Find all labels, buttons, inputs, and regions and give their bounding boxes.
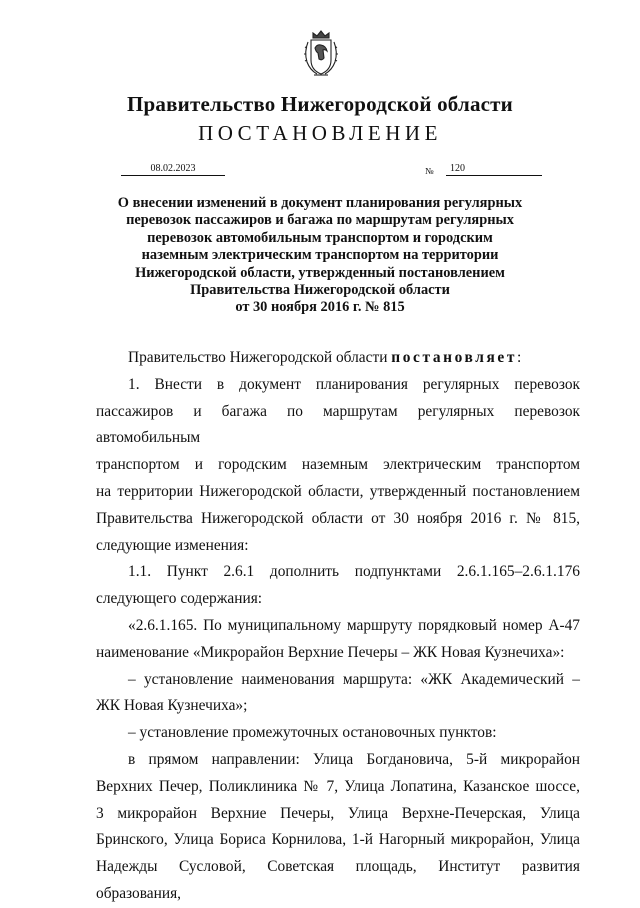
- document-type: ПОСТАНОВЛЕНИЕ: [198, 121, 442, 145]
- intro-paragraph: [96, 345, 580, 372]
- subject-line: перевозок пассажиров и багажа по маршрутам регулярных: [126, 212, 514, 229]
- body-line: пассажиров и багажа по маршрутам регулярных перевозок автомобильным: [96, 402, 580, 447]
- body-line: Бринского, Улица Бориса Корнилова, 1-й Нагорный микрорайон, Улица: [96, 831, 580, 849]
- body-line: 1. Внести в документ планирования регулярных перевозок: [128, 375, 580, 393]
- subject-line: Правительства Нижегородской области: [190, 282, 450, 299]
- subject-line: перевозок автомобильным транспортом и городским: [147, 229, 493, 246]
- body-line: Надежды Сусловой, Советская площадь, Институт развития образования,: [96, 858, 580, 902]
- body-line: – установление промежуточных остановочных пунктов:: [128, 724, 497, 742]
- decree-subject: [70, 195, 570, 317]
- body-line: 3 микрорайон Верхние Печеры, Улица Верхне-Печерская, Улица: [96, 804, 580, 822]
- intro-verb: постановляет: [391, 349, 517, 366]
- body-line: – установление наименования маршрута: «ЖК Академический –: [128, 670, 580, 688]
- decree-date: 08.02.2023: [121, 163, 225, 176]
- subject-line: Нижегородской области, утвержденный постановлением: [135, 264, 505, 281]
- body-line: следующего содержания:: [96, 590, 263, 608]
- body-line: на территории Нижегородской области, утвержденный постановлением: [96, 482, 580, 500]
- body-line: Правительства Нижегородской области от 30 ноября 2016 г. № 815,: [96, 509, 580, 527]
- number-label: №: [425, 166, 434, 176]
- coat-of-arms-icon: [302, 28, 340, 78]
- intro-text: Правительство Нижегородской области: [128, 349, 388, 366]
- government-name: Правительство Нижегородской области: [127, 92, 513, 116]
- decree-body: [96, 345, 580, 908]
- body-line: транспортом и городским наземным электрическим транспортом: [96, 456, 580, 474]
- body-line: 1.1. Пункт 2.6.1 дополнить подпунктами 2.6.1.165–2.6.1.176: [128, 563, 580, 581]
- body-line: ЖК Новая Кузнечиха»;: [96, 697, 248, 715]
- body-line: следующие изменения:: [96, 536, 249, 554]
- body-line: наименование «Микрорайон Верхние Печеры – ЖК Новая Кузнечиха»:: [96, 643, 565, 661]
- subject-line: наземным электрическим транспортом на территории: [141, 247, 499, 264]
- body-line: в прямом направлении: Улица Богдановича, 5-й микрорайон: [128, 750, 580, 768]
- intro-colon: :: [516, 349, 522, 366]
- subject-line: от 30 ноября 2016 г. № 815: [235, 299, 405, 316]
- decree-number: 120: [446, 163, 542, 176]
- body-line: «2.6.1.165. По муниципальному маршруту порядковый номер А-47: [128, 616, 580, 634]
- subject-line: О внесении изменений в документ планирования регулярных: [117, 195, 523, 211]
- body-line: Верхних Печер, Поликлиника № 7, Улица Лопатина, Казанское шоссе,: [96, 777, 580, 795]
